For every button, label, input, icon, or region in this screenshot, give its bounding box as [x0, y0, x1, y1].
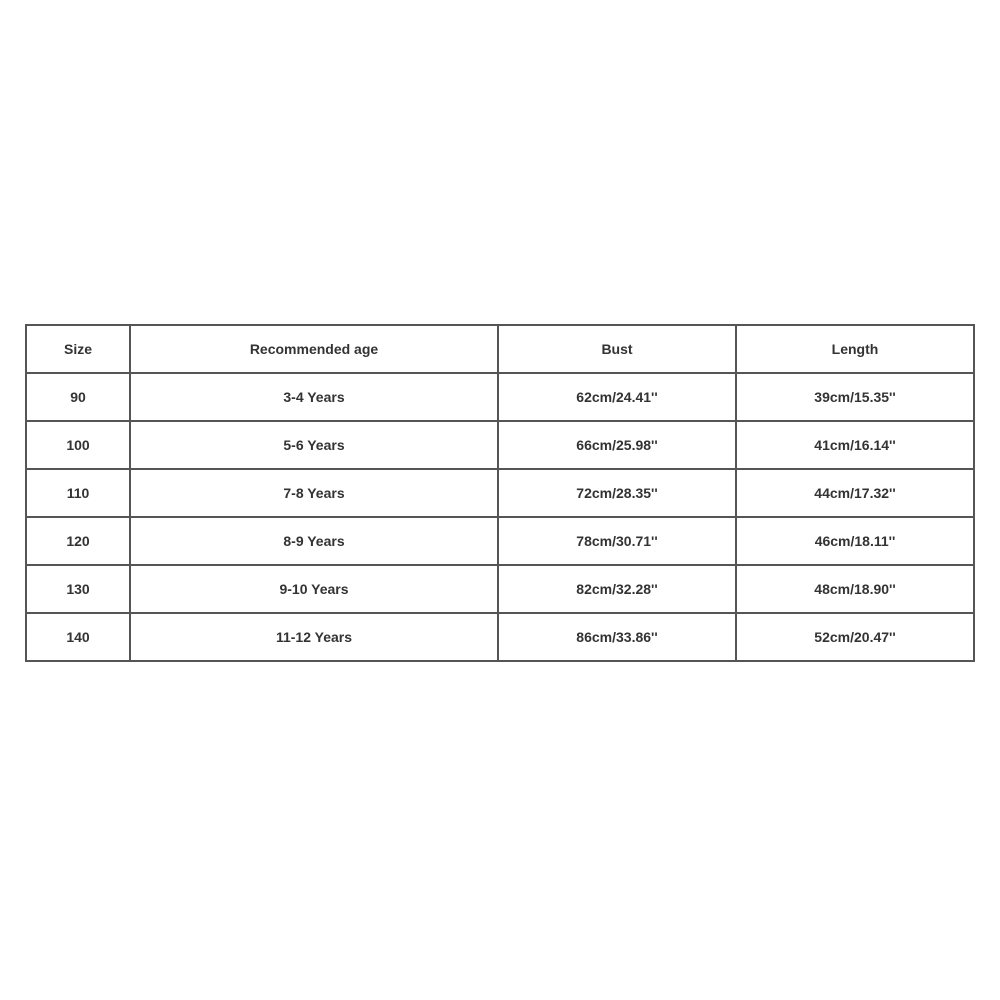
table-row	[26, 565, 974, 613]
cell-length: 41cm/16.14''	[736, 421, 974, 469]
cell-length: 44cm/17.32''	[736, 469, 974, 517]
header-length: Length	[736, 325, 974, 373]
cell-length: 46cm/18.11''	[736, 517, 974, 565]
cell-length: 48cm/18.90''	[736, 565, 974, 613]
cell-size: 120	[26, 517, 130, 565]
cell-recommended-age: 5-6 Years	[130, 421, 498, 469]
cell-length: 52cm/20.47''	[736, 613, 974, 661]
cell-size: 140	[26, 613, 130, 661]
cell-size: 90	[26, 373, 130, 421]
table-row	[26, 469, 974, 517]
cell-recommended-age: 3-4 Years	[130, 373, 498, 421]
header-recommended-age: Recommended age	[130, 325, 498, 373]
cell-recommended-age: 8-9 Years	[130, 517, 498, 565]
header-bust: Bust	[498, 325, 736, 373]
table-header-row	[26, 325, 974, 373]
table-row	[26, 421, 974, 469]
table-row	[26, 373, 974, 421]
cell-bust: 62cm/24.41''	[498, 373, 736, 421]
cell-recommended-age: 7-8 Years	[130, 469, 498, 517]
cell-bust: 72cm/28.35''	[498, 469, 736, 517]
cell-size: 130	[26, 565, 130, 613]
cell-recommended-age: 9-10 Years	[130, 565, 498, 613]
cell-recommended-age: 11-12 Years	[130, 613, 498, 661]
header-size: Size	[26, 325, 130, 373]
cell-bust: 86cm/33.86''	[498, 613, 736, 661]
cell-bust: 66cm/25.98''	[498, 421, 736, 469]
cell-bust: 82cm/32.28''	[498, 565, 736, 613]
cell-bust: 78cm/30.71''	[498, 517, 736, 565]
size-chart-table	[25, 324, 975, 662]
table-row	[26, 517, 974, 565]
cell-size: 100	[26, 421, 130, 469]
cell-size: 110	[26, 469, 130, 517]
cell-length: 39cm/15.35''	[736, 373, 974, 421]
table-row	[26, 613, 974, 661]
